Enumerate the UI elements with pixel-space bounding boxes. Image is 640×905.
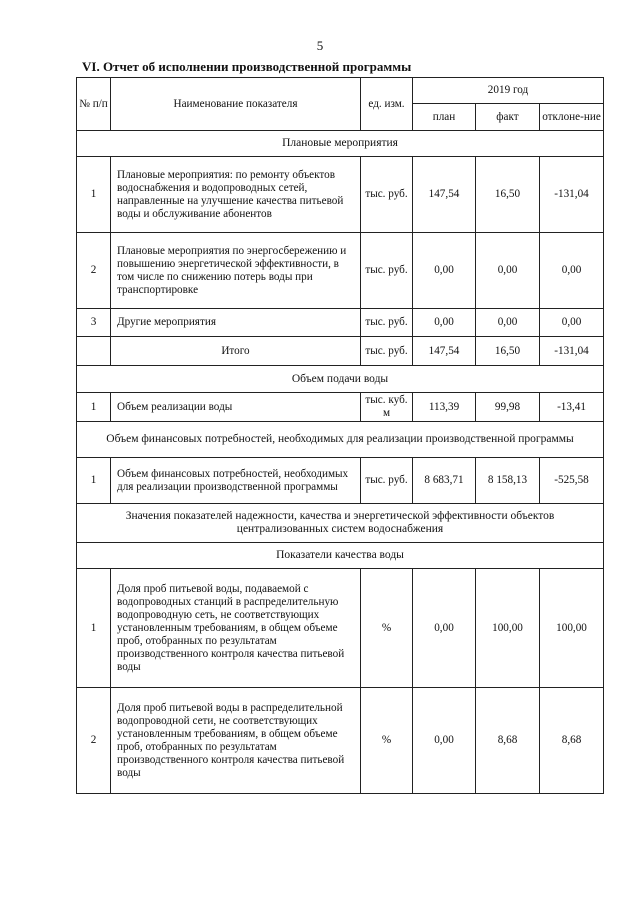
cell-unit: тыс. куб. м [361, 393, 413, 422]
cell-fact: 100,00 [476, 569, 540, 688]
cell-deviation: 8,68 [540, 688, 604, 794]
section-header-row [77, 504, 604, 543]
cell-fact: 8 158,13 [476, 458, 540, 504]
section-header-row [77, 543, 604, 569]
cell-fact: 99,98 [476, 393, 540, 422]
cell-fact: 16,50 [476, 337, 540, 366]
cell-unit: тыс. руб. [361, 157, 413, 233]
cell-fact: 16,50 [476, 157, 540, 233]
table-row [77, 688, 604, 794]
cell-plan: 113,39 [413, 393, 476, 422]
table-row-total [77, 337, 604, 366]
table-row [77, 458, 604, 504]
cell-num: 1 [77, 157, 111, 233]
cell-name: Объем финансовых потребностей, необходимых для реализации производственной программы [111, 458, 361, 504]
cell-plan: 147,54 [413, 337, 476, 366]
header-year: 2019 год [413, 78, 604, 104]
cell-unit: % [361, 688, 413, 794]
page-number: 5 [316, 38, 324, 53]
cell-plan: 8 683,71 [413, 458, 476, 504]
header-num: № п/п [77, 78, 111, 131]
section-title: VI. Отчет об исполнении производственной программы [82, 59, 412, 74]
table-header-row [77, 78, 604, 104]
section-header-row [77, 131, 604, 157]
cell-fact: 0,00 [476, 309, 540, 337]
cell-fact: 0,00 [476, 233, 540, 309]
table-row [77, 157, 604, 233]
cell-plan: 147,54 [413, 157, 476, 233]
cell-num: 1 [77, 569, 111, 688]
table-row [77, 309, 604, 337]
cell-unit: тыс. руб. [361, 233, 413, 309]
cell-plan: 0,00 [413, 569, 476, 688]
cell-num [77, 337, 111, 366]
section-title-planned: Плановые мероприятия [77, 131, 604, 157]
table-row [77, 393, 604, 422]
cell-name: Другие мероприятия [111, 309, 361, 337]
section-title-reliability: Значения показателей надежности, качества и энергетической эффективности объектов централизованных систем водоснабжения [77, 504, 604, 543]
section-title-financial: Объем финансовых потребностей, необходимых для реализации производственной программы [77, 422, 604, 458]
cell-num: 1 [77, 393, 111, 422]
cell-name: Объем реализации воды [111, 393, 361, 422]
cell-deviation: 100,00 [540, 569, 604, 688]
table-row [77, 569, 604, 688]
header-unit: ед. изм. [361, 78, 413, 131]
cell-name: Итого [111, 337, 361, 366]
header-name: Наименование показателя [111, 78, 361, 131]
cell-deviation: -131,04 [540, 337, 604, 366]
cell-num: 3 [77, 309, 111, 337]
section-title-water-quality: Показатели качества воды [77, 543, 604, 569]
cell-num: 1 [77, 458, 111, 504]
cell-name: Плановые мероприятия по энергосбережению и повышению энергетической эффективности, в том числе по снижению потерь воды при транспортировке [111, 233, 361, 309]
header-deviation: отклоне-ние [540, 104, 604, 131]
section-title-water-supply: Объем подачи воды [77, 366, 604, 393]
section-header-row [77, 422, 604, 458]
cell-plan: 0,00 [413, 309, 476, 337]
cell-name: Доля проб питьевой воды, подаваемой с водопроводных станций в распределительную водопроводную сеть, не соответствующих установленным требованиям, в общем объеме проб, отобранных по результатам производственного контроля качества питьевой воды [111, 569, 361, 688]
cell-unit: тыс. руб. [361, 337, 413, 366]
cell-name: Плановые мероприятия: по ремонту объектов водоснабжения и водопроводных сетей, направленные на улучшение качества питьевой воды и обслуживание абонентов [111, 157, 361, 233]
cell-num: 2 [77, 233, 111, 309]
cell-unit: тыс. руб. [361, 458, 413, 504]
cell-num: 2 [77, 688, 111, 794]
cell-deviation: 0,00 [540, 233, 604, 309]
header-fact: факт [476, 104, 540, 131]
table-row [77, 233, 604, 309]
cell-plan: 0,00 [413, 688, 476, 794]
cell-deviation: -525,58 [540, 458, 604, 504]
cell-fact: 8,68 [476, 688, 540, 794]
production-program-table [76, 77, 604, 794]
cell-deviation: -13,41 [540, 393, 604, 422]
header-plan: план [413, 104, 476, 131]
cell-deviation: -131,04 [540, 157, 604, 233]
cell-unit: % [361, 569, 413, 688]
cell-plan: 0,00 [413, 233, 476, 309]
cell-unit: тыс. руб. [361, 309, 413, 337]
cell-name: Доля проб питьевой воды в распределительной водопроводной сети, не соответствующих установленным требованиям, в общем объеме проб, отобранных по результатам производственного контроля качества питьевой воды [111, 688, 361, 794]
cell-deviation: 0,00 [540, 309, 604, 337]
section-header-row [77, 366, 604, 393]
